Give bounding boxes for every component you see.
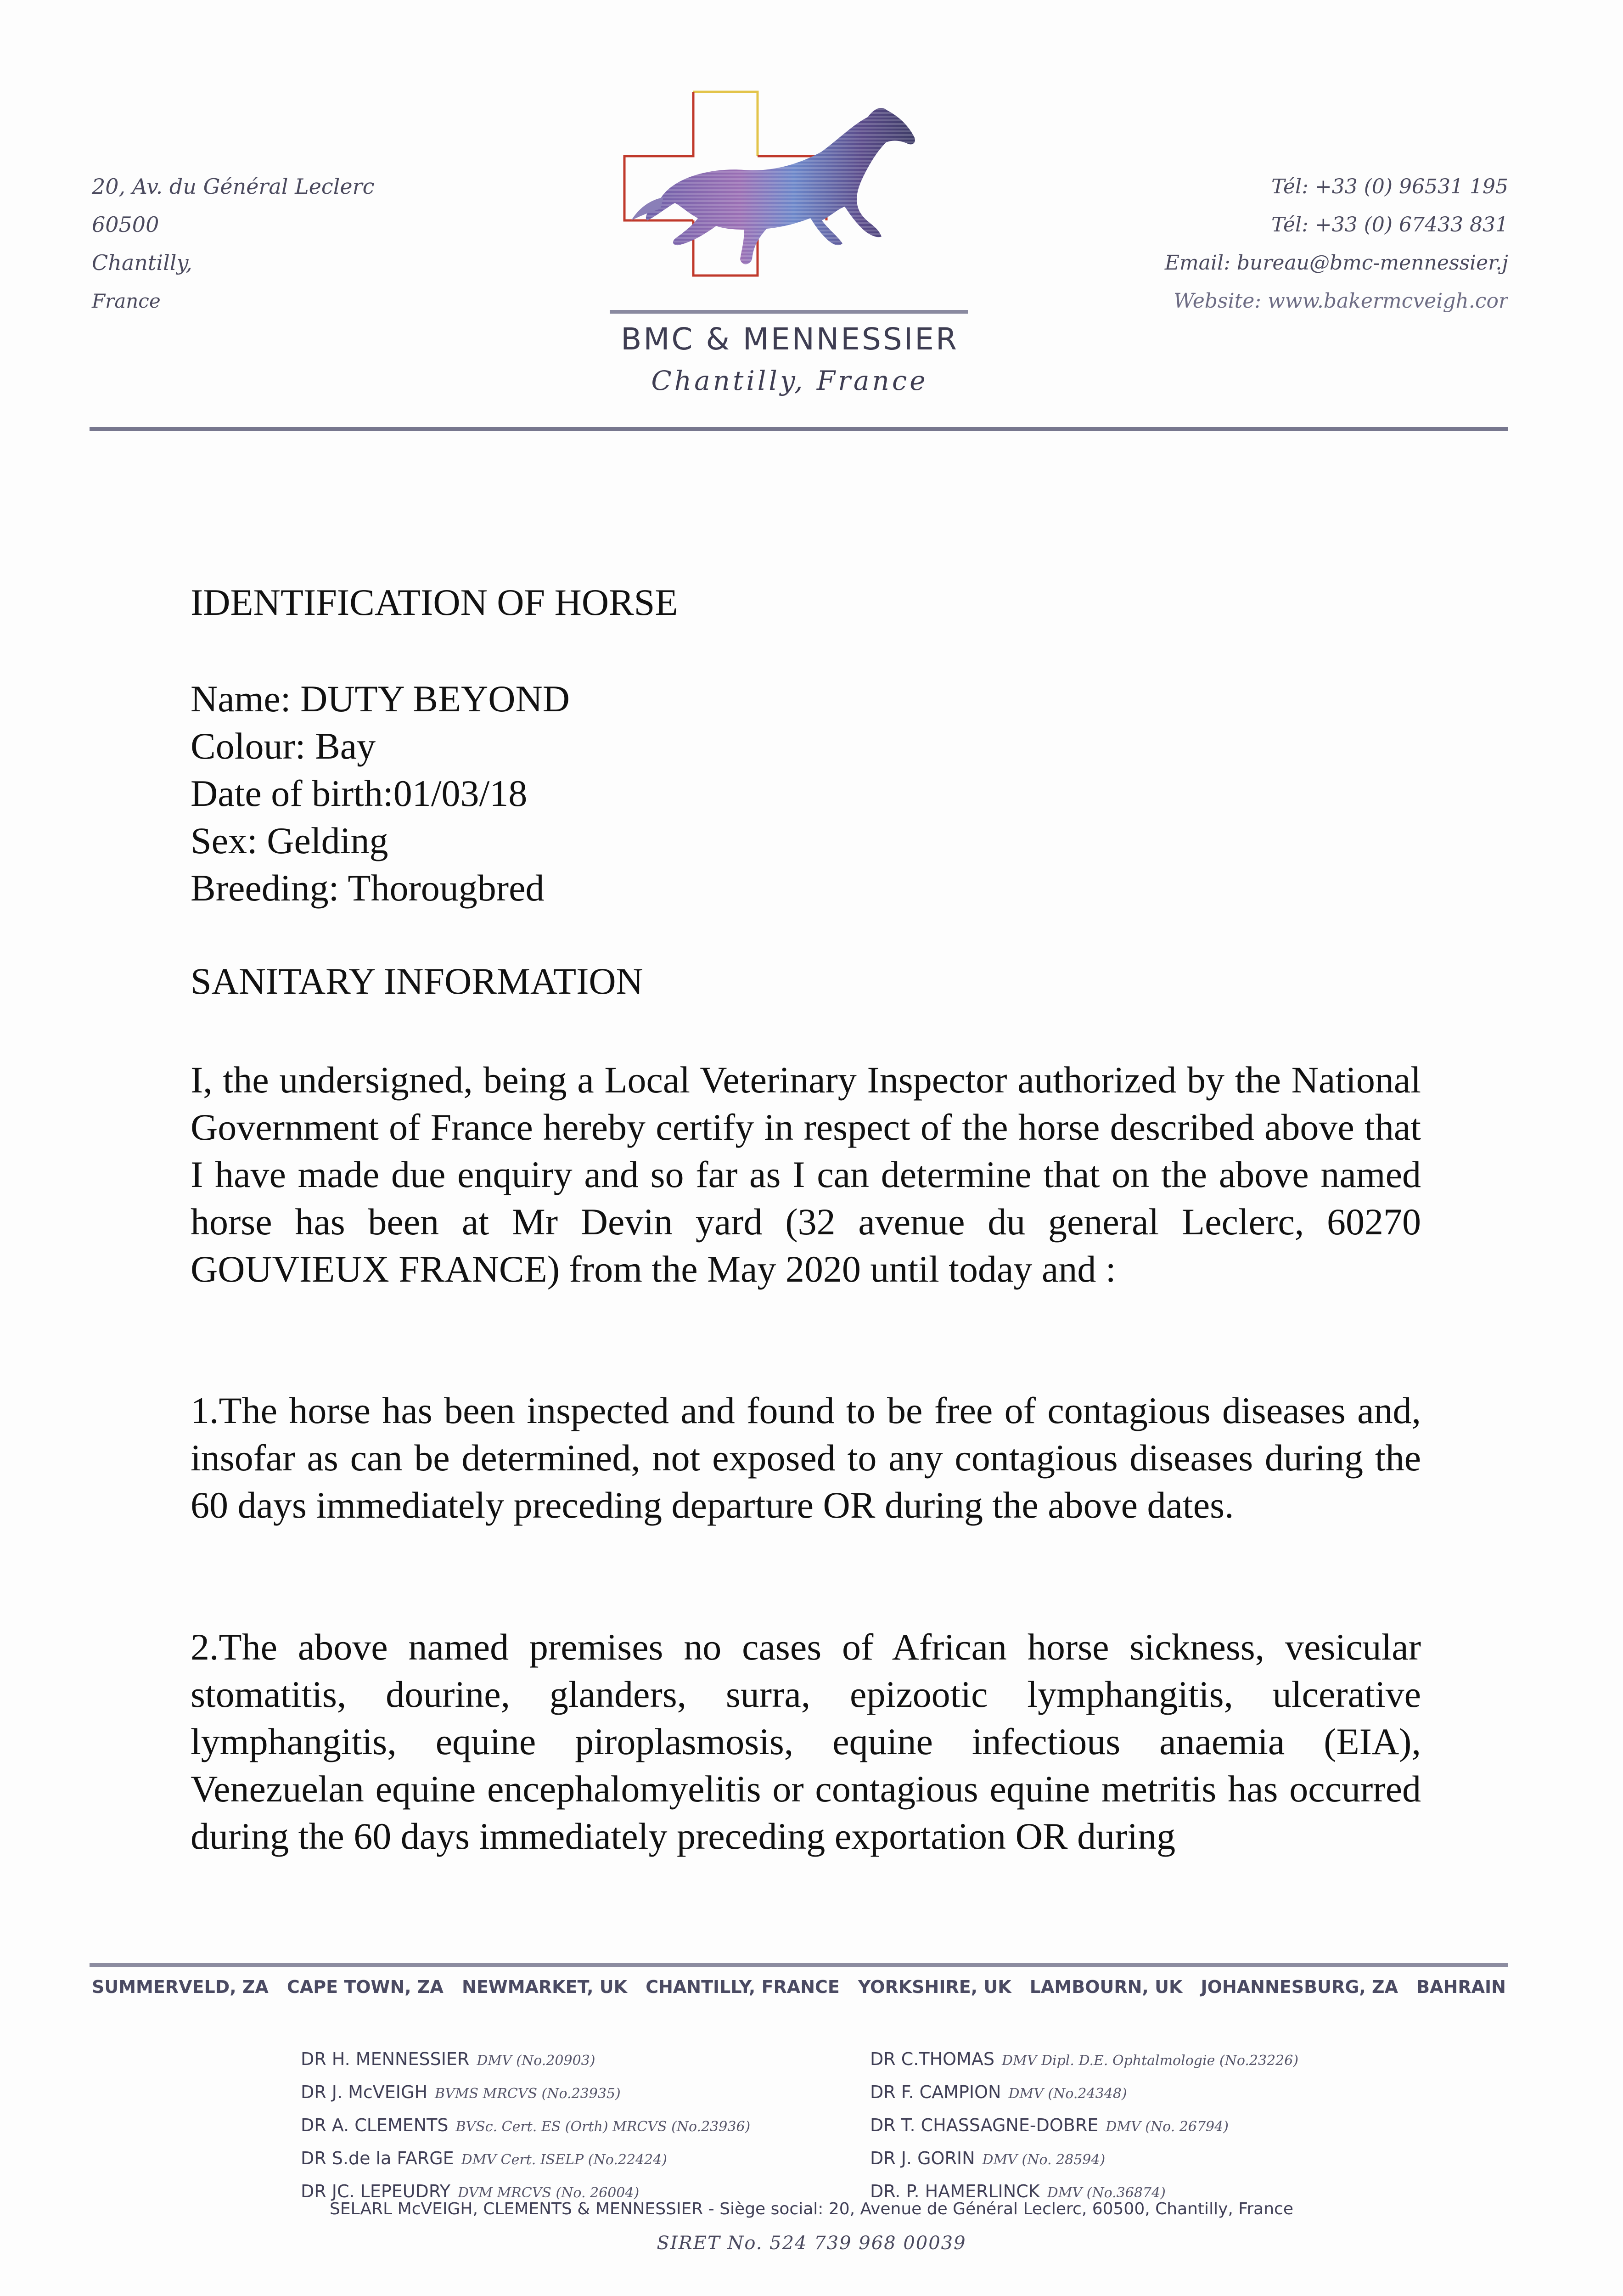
brand-name: BMC & MENNESSIER — [621, 321, 959, 357]
phone-2: Tél: +33 (0) 67433 831 — [1271, 213, 1508, 236]
doctor-entry: DR A. CLEMENTS BVSc. Cert. ES (Orth) MRCVS (No.23936) — [301, 2115, 751, 2135]
doctor-entry: DR. P. HAMERLINCK DMV (No.36874) — [870, 2181, 1166, 2201]
email-address: Email: bureau@bmc-mennessier.j — [1164, 251, 1508, 275]
doctor-entry: DR F. CAMPION DMV (No.24348) — [870, 2082, 1127, 2102]
brand-subtitle: Chantilly, France — [651, 365, 928, 396]
doctor-entry: DR T. CHASSAGNE-DOBRE DMV (No. 26794) — [870, 2115, 1229, 2135]
horse-breeding: Breeding: Thorougbred — [191, 867, 545, 909]
city-item: BAHRAIN — [1416, 1977, 1506, 1997]
doctor-entry: DR J. GORIN DMV (No. 28594) — [870, 2148, 1106, 2168]
siret-number: SIRET No. 524 739 968 00039 — [657, 2233, 966, 2254]
horse-cross-logo-icon — [606, 83, 973, 303]
phone-1: Tél: +33 (0) 96531 195 — [1271, 175, 1508, 198]
city-item: LAMBOURN, UK — [1029, 1977, 1183, 1997]
website: Website: www.bakermcveigh.cor — [1174, 289, 1508, 313]
brand-divider — [610, 310, 968, 314]
address-line-3: Chantilly, — [92, 250, 192, 275]
city-item: YORKSHIRE, UK — [858, 1977, 1011, 1997]
sanitary-heading: SANITARY INFORMATION — [191, 960, 643, 1002]
city-item: JOHANNESBURG, ZA — [1201, 1977, 1398, 1997]
footer-divider — [90, 1963, 1508, 1967]
office-locations — [92, 1977, 1506, 1997]
identification-heading: IDENTIFICATION OF HORSE — [191, 581, 678, 623]
horse-dob: Date of birth:01/03/18 — [191, 772, 528, 814]
horse-colour: Colour: Bay — [191, 725, 376, 767]
clinic-contact — [1049, 168, 1508, 320]
horse-identification — [191, 675, 1421, 912]
doctor-list-right — [870, 2043, 1298, 2209]
doctor-entry: DR C.THOMAS DMV Dipl. D.E. Ophtalmologie (No.23226) — [870, 2049, 1299, 2069]
company-registration: SELARL McVEIGH, CLEMENTS & MENNESSIER - Siège social: 20, Avenue de Général Leclerc, 60500, Chantilly, France — [330, 2200, 1293, 2218]
horse-sex: Sex: Gelding — [191, 820, 388, 861]
city-item: NEWMARKET, UK — [462, 1977, 628, 1997]
certification-paragraph: I, the undersigned, being a Local Veterinary Inspector authorized by the National Government of France hereby certify in respect of the horse described above that I have made due enquiry and so far as I can determine that on the above named horse has been at Mr Devin yard (32 avenue du general Leclerc, 60270 GOUVIEUX FRANCE) from the May 2020 until today and : — [191, 1059, 1421, 1290]
address-line-2: 60500 — [92, 212, 159, 237]
header-divider — [90, 427, 1508, 431]
horse-name: Name: DUTY BEYOND — [191, 678, 570, 720]
address-line-4: France — [92, 290, 161, 312]
doctor-entry: DR H. MENNESSIER DMV (No.20903) — [301, 2049, 595, 2069]
doctor-entry: DR S.de la FARGE DMV Cert. ISELP (No.22424) — [301, 2148, 667, 2168]
clinic-address — [92, 168, 413, 320]
doctor-list-left — [301, 2043, 750, 2209]
clause-2-paragraph: 2.The above named premises no cases of African horse sickness, vesicular stomatitis, dourine, glanders, surra, epizootic lymphangitis, ulcerative lymphangitis, equine piroplasmosis, equine infectious anaemia (EIA), Venezuelan equine encephalomyelitis or contagious equine metritis has occurred during the 60 days immediately preceding exportation OR during — [191, 1626, 1421, 1857]
address-line-1: 20, Av. du Général Leclerc — [92, 174, 375, 199]
clause-1-paragraph: 1.The horse has been inspected and found to be free of contagious diseases and, insofar as can be determined, not exposed to any contagious diseases during the 60 days immediately preceding departure OR during the above dates. — [191, 1390, 1421, 1526]
city-item: SUMMERVELD, ZA — [92, 1977, 269, 1997]
doctor-entry: DR JC. LEPEUDRY DVM MRCVS (No. 26004) — [301, 2181, 640, 2201]
doctor-entry: DR J. McVEIGH BVMS MRCVS (No.23935) — [301, 2082, 621, 2102]
city-item: CHANTILLY, FRANCE — [646, 1977, 840, 1997]
city-item: CAPE TOWN, ZA — [286, 1977, 444, 1997]
